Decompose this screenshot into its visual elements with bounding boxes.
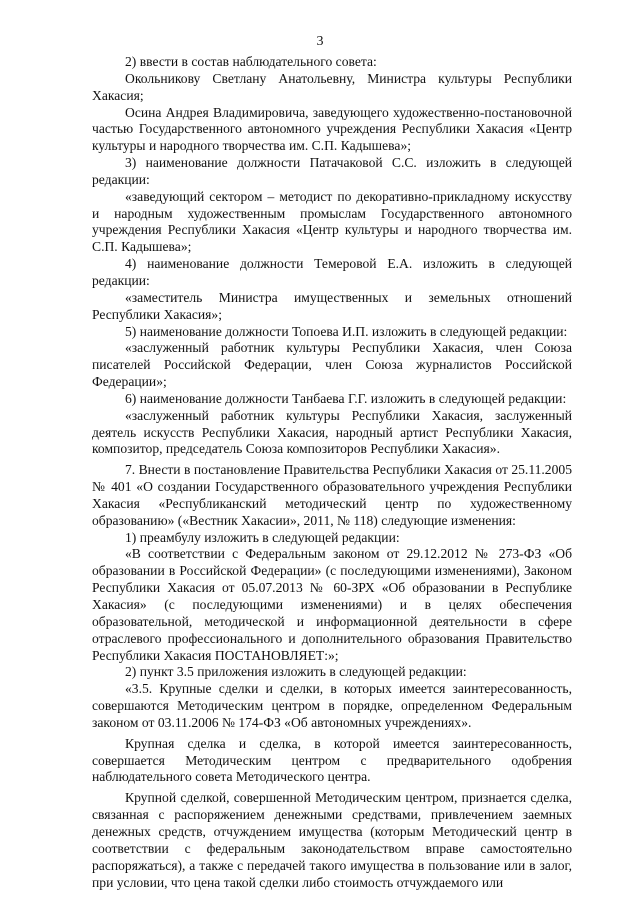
- paragraph-item-5: 5) наименование должности Топоева И.П. изложить в следующей редакции:: [125, 323, 568, 339]
- paragraph-preamble-heading: 1) преамбулу изложить в следующей редакции:: [125, 529, 400, 545]
- paragraph-topoev-title: «заслуженный работник культуры Республики Хакасия, член Союза писателей Российской Федерации, член Союза журналистов Российской Федерации»;: [92, 340, 572, 390]
- paragraph-major-deal: Крупная сделка и сделка, в которой имеется заинтересованность, совершается Методическим центром с предварительного одобрения наблюдательного совета Методического центра.: [92, 735, 572, 785]
- paragraph-item-4: 4) наименование должности Темеровой Е.А. изложить в следующей редакции:: [92, 256, 572, 288]
- paragraph-osin: Осина Андрея Владимировича, заведующего художественно-постановочной частью Государственного автономного учреждения Республики Хакасия «Центр культуры и народного творчества им. С.П. Кадышева»;: [92, 104, 572, 154]
- paragraph-okolnikova: Окольникову Светлану Анатольевну, Министра культуры Республики Хакасия;: [92, 70, 572, 103]
- paragraph-clause-3-5: «3.5. Крупные сделки и сделки, в которых имеется заинтересованность, совершаются Методическим центром в порядке, определенном Федеральным законом от 03.11.2006 № 174-ФЗ «Об автономных учреждениях».: [92, 681, 572, 730]
- paragraph-preamble-text: «В соответствии с Федеральным законом от 29.12.2012 № 273-ФЗ «Об образовании в Российской Федерации» (с последующими изменениями), Законом Республики Хакасия от 05.07.2013 № 60-ЗРХ «Об образовании в Республике Хакасия» (с последующими изменениями) и в целях обеспечения образовательной, методической и информационной деятельности в сфере отраслевого профессионального и дополнительного образования Правительство Республики Хакасия ПОСТАНОВЛЯЕТ:»;: [92, 546, 572, 663]
- paragraph-item-7: 7. Внести в постановление Правительства Республики Хакасия от 25.11.2005 № 401 «О создании Государственного образовательного учреждения Республики Хакасия «Республиканский методический центр по художественному образованию» («Вестник Хакасии», 2011, № 118) следующие изменения:: [92, 462, 572, 528]
- page-number: 3: [316, 34, 324, 49]
- paragraph-temerova-title: «заместитель Министра имущественных и земельных отношений Республики Хакасия»;: [92, 289, 572, 322]
- paragraph-item-2: 2) ввести в состав наблюдательного совета:: [125, 54, 377, 69]
- paragraph-major-deal-definition: Крупной сделкой, совершенной Методическим центром, признается сделка, связанная с распоряжением денежными средствами, привлечением заемных денежных средств, отчуждением имущества (которым Методический центр в соответствии с федеральным законодательством вправе самостоятельно распоряжаться), а также с передачей такого имущества в пользование или в залог, при условии, что цена такой сделки либо стоимость отчуждаемого или: [92, 790, 572, 890]
- paragraph-clause-heading: 2) пункт 3.5 приложения изложить в следующей редакции:: [125, 664, 467, 680]
- document-body: [92, 54, 572, 891]
- paragraph-patachakova-title: «заведующий сектором – методист по декоративно-прикладному искусству и народным художественным промыслам Государственного автономного учреждения Республики Хакасия «Центр культуры и народного творчества им. С.П. Кадышева»;: [92, 188, 572, 255]
- paragraph-item-6: 6) наименование должности Танбаева Г.Г. изложить в следующей редакции:: [125, 390, 567, 406]
- paragraph-item-3: 3) наименование должности Патачаковой С.С. изложить в следующей редакции:: [92, 155, 572, 187]
- paragraph-tanbaev-title: «заслуженный работник культуры Республики Хакасия, заслуженный деятель искусств Республики Хакасия, народный артист Республики Хакасия, композитор, председатель Союза композиторов Республики Хакасия».: [92, 407, 572, 457]
